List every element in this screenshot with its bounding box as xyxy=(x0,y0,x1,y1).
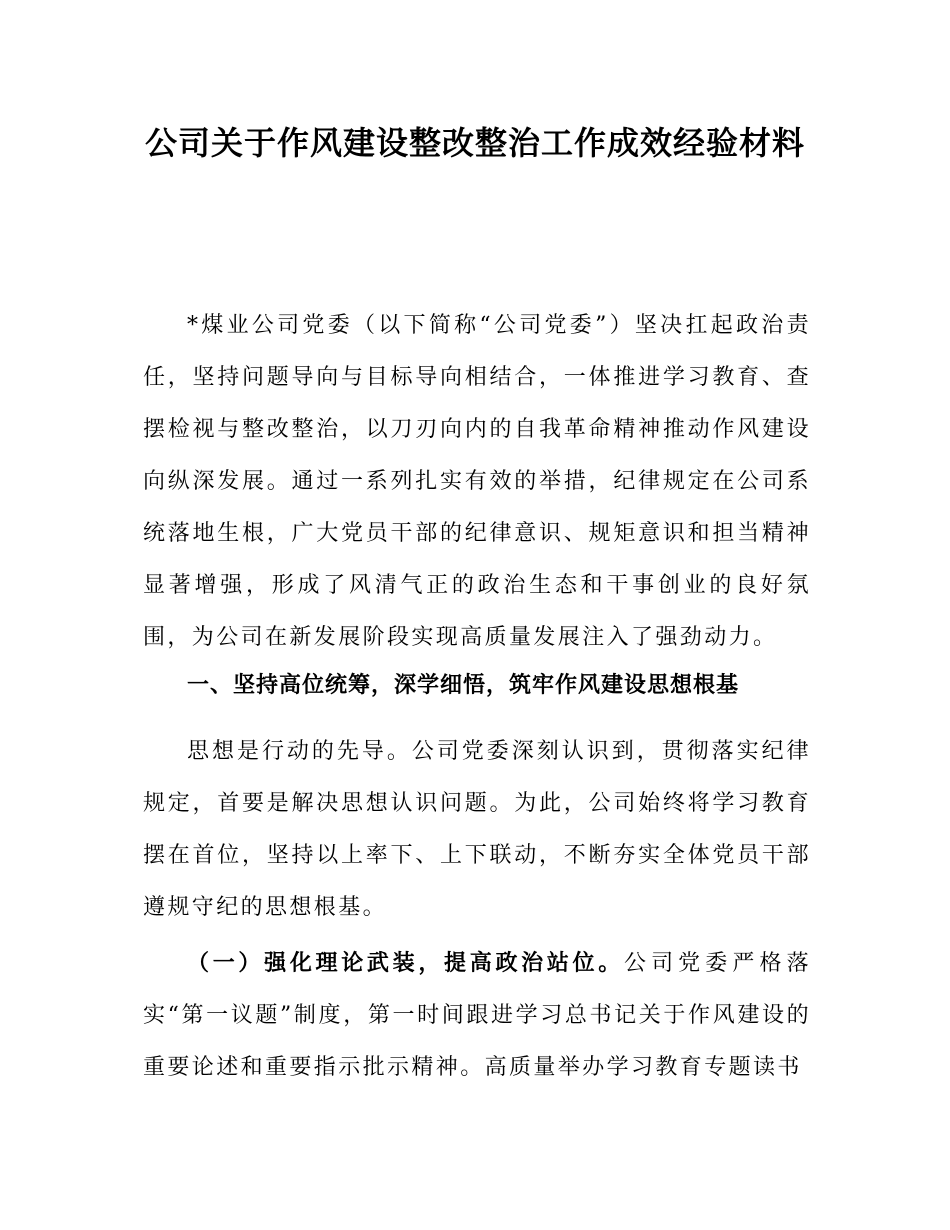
section-1-paragraph: 思想是行动的先导。公司党委深刻认识到，贯彻落实纪律规定，首要是解决思想认识问题。为此，公司始终将学习教育摆在首位，坚持以上率下、上下联动，不断夯实全体党员干部遵规守纪的思想根基。 xyxy=(143,739,811,920)
section-heading-1: 一、坚持高位统筹，深学细悟，筑牢作风建设思想根基 xyxy=(187,673,740,698)
subsection-1-lead: （一）强化理论武装，提高政治站位。 xyxy=(187,951,624,976)
document-title: 公司关于作风建设整改整治工作成效经验材料 xyxy=(144,124,805,162)
subsection-1-paragraph xyxy=(143,938,811,1094)
intro-paragraph: *煤业公司党委（以下简称“公司党委”）坚决扛起政治责任，坚持问题导向与目标导向相结合，一体推进学习教育、查摆检视与整改整治，以刀刃向内的自我革命精神推动作风建设向纵深发展。通过一系列扎实有效的举措，纪律规定在公司系统落地生根，广大党员干部的纪律意识、规矩意识和担当精神显著增强，形成了风清气正的政治生态和干事创业的良好氛围，为公司在新发展阶段实现高质量发展注入了强劲动力。 xyxy=(143,313,811,650)
subsection-1-text: 公司党委严格落实“第一议题”制度，第一时间跟进学习总书记关于作风建设的重要论述和重要指示批示精神。高质量举办学习教育专题读书 xyxy=(143,951,811,1080)
